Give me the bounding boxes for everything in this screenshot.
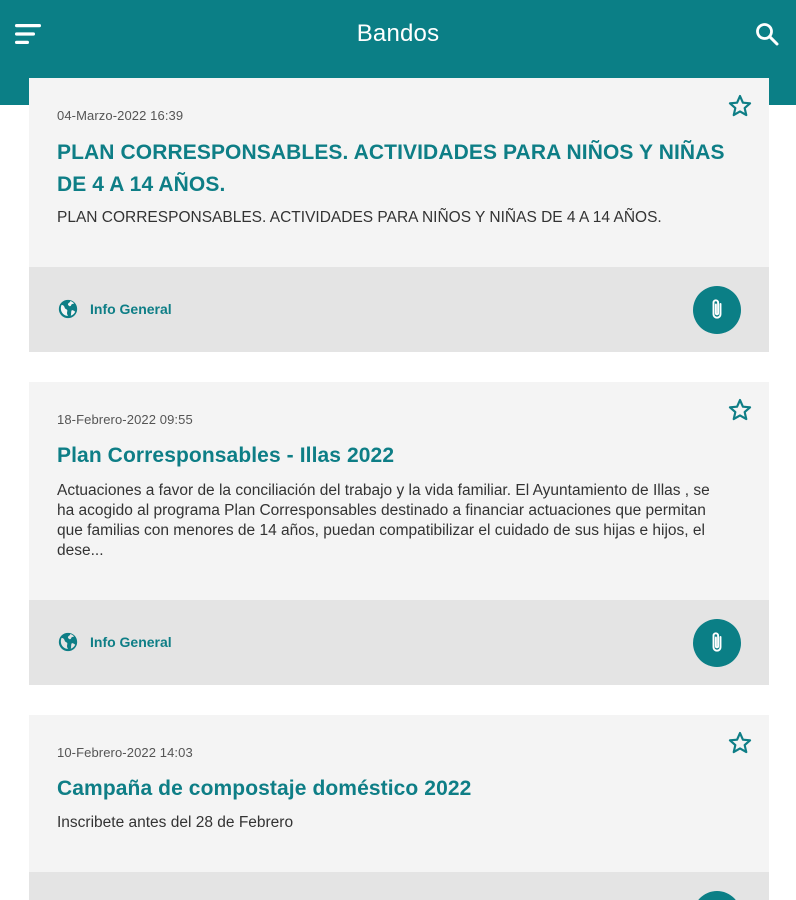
card-summary: Inscribete antes del 28 de Febrero <box>57 814 294 831</box>
bando-card[interactable] <box>29 382 769 685</box>
bando-card[interactable] <box>29 715 769 900</box>
card-footer <box>29 872 769 900</box>
card-date: 18-Febrero-2022 09:55 <box>57 412 193 427</box>
category-label: Info General <box>90 634 172 650</box>
bando-card[interactable] <box>29 78 769 352</box>
card-title[interactable]: Campaña de compostaje doméstico 2022 <box>57 777 472 800</box>
favorite-button[interactable] <box>727 93 753 119</box>
card-summary: Actuaciones a favor de la conciliación del trabajo y la vida familiar. El Ayuntamiento de Illas , se ha acogido al programa Plan Corresponsables destinado a financiar actuaciones que permitan que familias con menores de 14 años, puedan compatibilizar el cuidado de sus hijas e hijos, el dese... <box>57 482 710 559</box>
star-outline-icon <box>727 93 753 119</box>
card-footer <box>29 267 769 352</box>
globe-icon <box>57 631 79 653</box>
card-title[interactable]: Plan Corresponsables - Illas 2022 <box>57 444 395 467</box>
card-summary: PLAN CORRESPONSABLES. ACTIVIDADES PARA NIÑOS Y NIÑAS DE 4 A 14 AÑOS. <box>57 209 662 226</box>
search-icon <box>754 21 780 47</box>
card-title[interactable]: PLAN CORRESPONSABLES. ACTIVIDADES PARA NIÑOS Y NIÑAS DE 4 A 14 AÑOS. <box>57 141 725 196</box>
category-label: Info General <box>90 301 172 317</box>
category-link[interactable] <box>57 631 172 653</box>
search-button[interactable] <box>754 21 782 49</box>
page-title: Bandos <box>356 20 440 47</box>
attachment-button[interactable] <box>693 891 741 900</box>
card-date: 10-Febrero-2022 14:03 <box>57 745 193 760</box>
card-footer <box>29 600 769 685</box>
attachment-button[interactable] <box>693 619 741 667</box>
favorite-button[interactable] <box>727 397 753 423</box>
globe-icon <box>57 298 79 320</box>
paperclip-icon <box>706 630 728 656</box>
favorite-button[interactable] <box>727 730 753 756</box>
paperclip-icon <box>706 297 728 323</box>
star-outline-icon <box>727 730 753 756</box>
category-link[interactable] <box>57 298 172 320</box>
attachment-button[interactable] <box>693 286 741 334</box>
star-outline-icon <box>727 397 753 423</box>
card-date: 04-Marzo-2022 16:39 <box>57 108 184 123</box>
